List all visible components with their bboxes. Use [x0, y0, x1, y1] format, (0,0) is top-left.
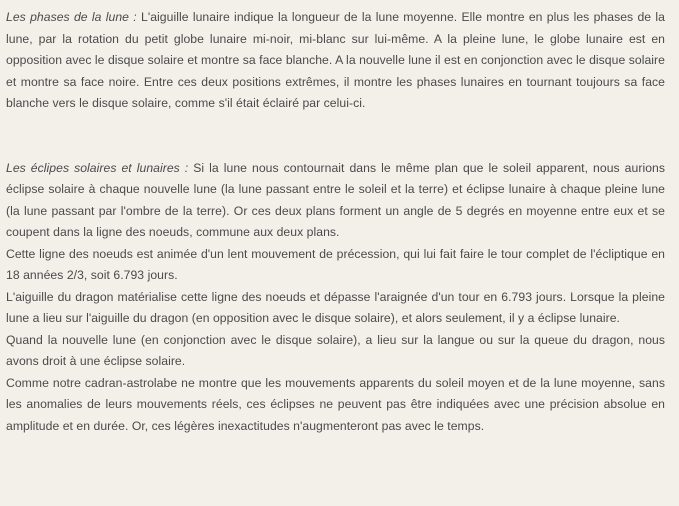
- eclipses-heading: Les éclipes solaires et lunaires :: [6, 160, 189, 175]
- phases-paragraph: [6, 7, 665, 115]
- eclipses-text: Si la lune nous contournait dans le même plan que le soleil apparent, nous aurions éclipse solaire à chaque nouvelle lune (la lune passant entre le soleil et la terre) et éclipse lunaire à chaque pleine lune (la lune passant par l'ombre de la terre). Or ces deux plans forment un angle de 5 degrés en moyenne entre eux et se coupent dans la ligne des noeuds, commune aux deux plans.: [6, 160, 665, 239]
- paragraph-spacer: [6, 115, 665, 158]
- eclipses-paragraph: [6, 158, 665, 244]
- precision-paragraph: Comme notre cadran-astrolabe ne montre que les mouvements apparents du soleil moyen et de la lune moyenne, sans les anomalies de leurs mouvements réels, ces éclipses ne peuvent pas être indiquées avec une précision absolue en amplitude et en durée. Or, ces légères inexactitudes n'augmenteront pas avec le temps.: [6, 375, 665, 433]
- phases-heading: Les phases de la lune :: [6, 10, 137, 24]
- nodes-paragraph: Cette ligne des noeuds est animée d'un lent mouvement de précession, qui lui fait faire le tour complet de l'écliptique en 18 années 2/3, soit 6.793 jours.: [6, 246, 665, 282]
- dragon-paragraph: L'aiguille du dragon matérialise cette ligne des noeuds et dépasse l'araignée d'un tour en 6.793 jours. Lorsque la pleine lune a lieu sur l'aiguille du dragon (en opposition avec le disque solaire), et alors seulement, il y a éclipse lunaire.: [6, 289, 665, 325]
- solar-eclipse-paragraph: Quand la nouvelle lune (en conjonction avec le disque solaire), a lieu sur la langue ou sur la queue du dragon, nous avons droit à une éclipse solaire.: [6, 332, 665, 368]
- phases-text: L'aiguille lunaire indique la longueur de la lune moyenne. Elle montre en plus les phases de la lune, par la rotation du petit globe lunaire mi-noir, mi-blanc sur lui-même. A la pleine lune, le globe lunaire est en opposition avec le disque solaire et montre sa face blanche. A la nouvelle lune il est en conjonction avec le disque solaire et montre sa face noire. Entre ces deux positions extrêmes, il montre les phases lunaires en tournant toujours sa face blanche vers le disque solaire, comme s'il était éclairé par celui-ci.: [6, 10, 665, 110]
